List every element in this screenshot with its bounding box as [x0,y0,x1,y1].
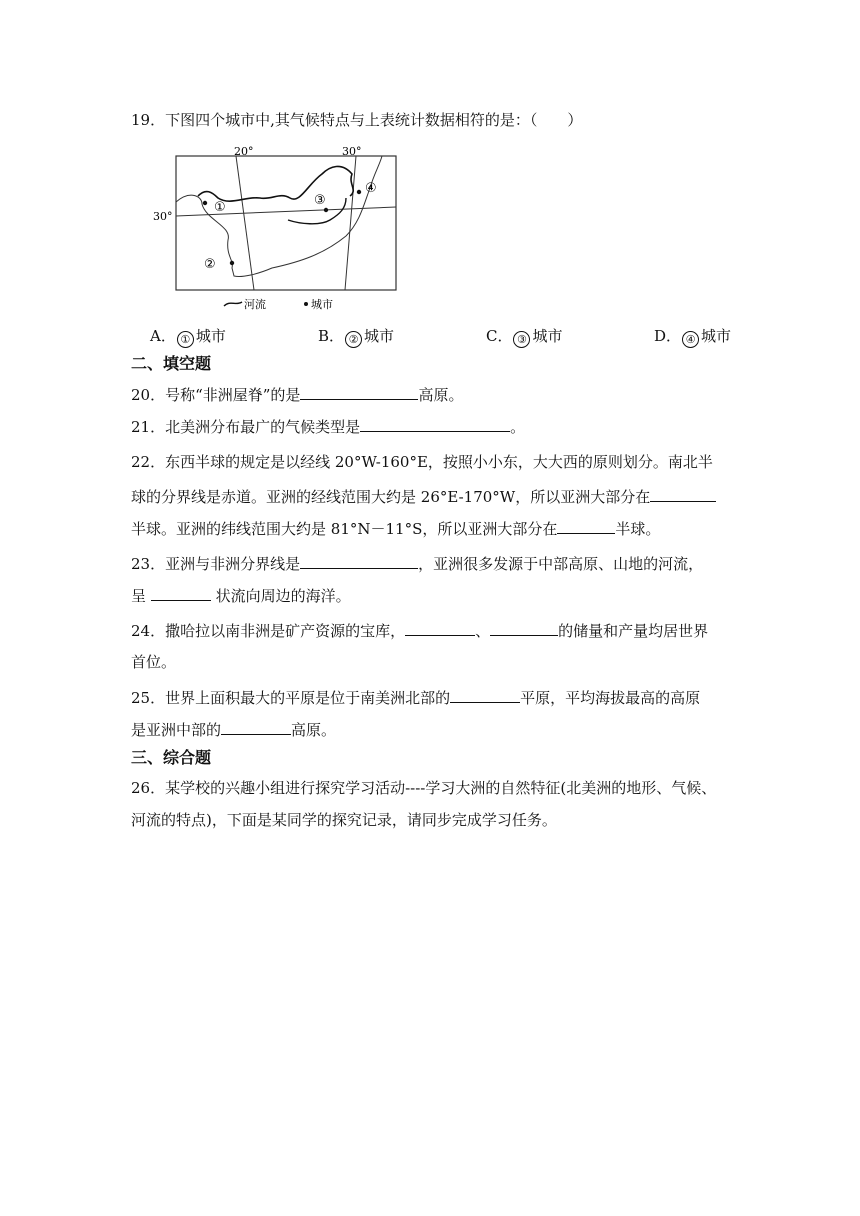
question-20: 20．号称“非洲屋脊”的是 高原。 [131,386,464,404]
q21-answer-blank[interactable] [360,416,510,432]
meridian-30 [345,156,356,290]
q23-answer-blank-2[interactable] [151,585,211,601]
question-22-line-3: 半球。亚洲的纬线范围大约是 81°N－11°S，所以亚洲大部分在 半球。 [131,520,661,538]
option-d[interactable]: D． ④ 城市 [654,327,732,346]
question-25-line-1: 25．世界上面积最大的平原是位于南美洲北部的 平原，平均海拔最高的高原 [131,689,701,707]
option-c-marker: ③ [513,331,530,348]
q23-answer-blank-1[interactable] [300,553,418,569]
map-marker-3: ③ [314,193,326,208]
q20-answer-blank[interactable] [300,384,418,400]
question-22-line-1: 22．东西半球的规定是以经线 20°W-160°E，按照小小东，大大西的原则划分。南北半 [131,453,713,471]
city-4-dot [357,190,361,194]
question-26-line-1: 26．某学校的兴趣小组进行探究学习活动----学习大洲的自然特征(北美洲的地形、气候、 [131,779,717,797]
q22-answer-blank-2[interactable] [557,518,615,534]
q25-answer-blank-2[interactable] [221,719,291,735]
option-c[interactable]: C． ③ 城市 [486,327,563,346]
lon-label-30: 30° [342,145,362,158]
q24-answer-blank-2[interactable] [490,620,558,636]
africa-map [150,144,400,314]
orange-river [198,166,353,201]
question-23-line-1: 23．亚洲与非洲分界线是 ，亚洲很多发源于中部高原、山地的河流， [131,555,704,573]
q22-answer-blank-1[interactable] [650,486,716,502]
question-19-stem: 19．下图四个城市中,其气候特点与上表统计数据相符的是：（ ） [131,111,583,129]
legend-river-label: 河流 [244,298,266,311]
map-marker-4: ④ [365,181,377,196]
legend-city-label: 城市 [311,298,333,311]
section-title-comprehensive: 三、综合题 [131,748,212,767]
question-23-line-2: 呈 状流向周边的海洋。 [131,587,351,605]
question-24-line-1: 24．撒哈拉以南非洲是矿产资源的宝库， 、 的储量和产量均居世界 [131,622,709,640]
q25-answer-blank-1[interactable] [450,687,520,703]
question-21: 21．北美洲分布最广的气候类型是 。 [131,418,526,436]
lon-label-20: 20° [234,145,254,158]
option-a[interactable]: A． ① 城市 [150,327,226,346]
question-22-line-2: 球的分界线是赤道。亚洲的经线范围大约是 26°E-170°W，所以亚洲大部分在 [131,486,716,507]
meridian-20 [236,156,254,290]
section-title-fill-in: 二、填空题 [131,354,212,373]
question-25-line-2: 是亚洲中部的 高原。 [131,721,337,739]
map-marker-1: ① [214,200,226,215]
option-b[interactable]: B． ② 城市 [318,327,395,346]
question-26-line-2: 河流的特点)，下面是某同学的探究记录，请同步完成学习任务。 [131,811,557,829]
option-b-marker: ② [345,331,362,348]
option-d-marker: ④ [682,331,699,348]
legend-city-symbol [304,302,308,306]
city-1-dot [203,201,207,205]
option-a-marker: ① [177,331,194,348]
question-24-line-2: 首位。 [131,653,177,671]
city-3-dot [324,208,328,212]
q24-answer-blank-1[interactable] [405,620,475,636]
lat-label-30: 30° [153,210,173,223]
legend-river-symbol [224,302,242,306]
city-2-dot [230,261,234,265]
map-marker-2: ② [204,257,216,272]
